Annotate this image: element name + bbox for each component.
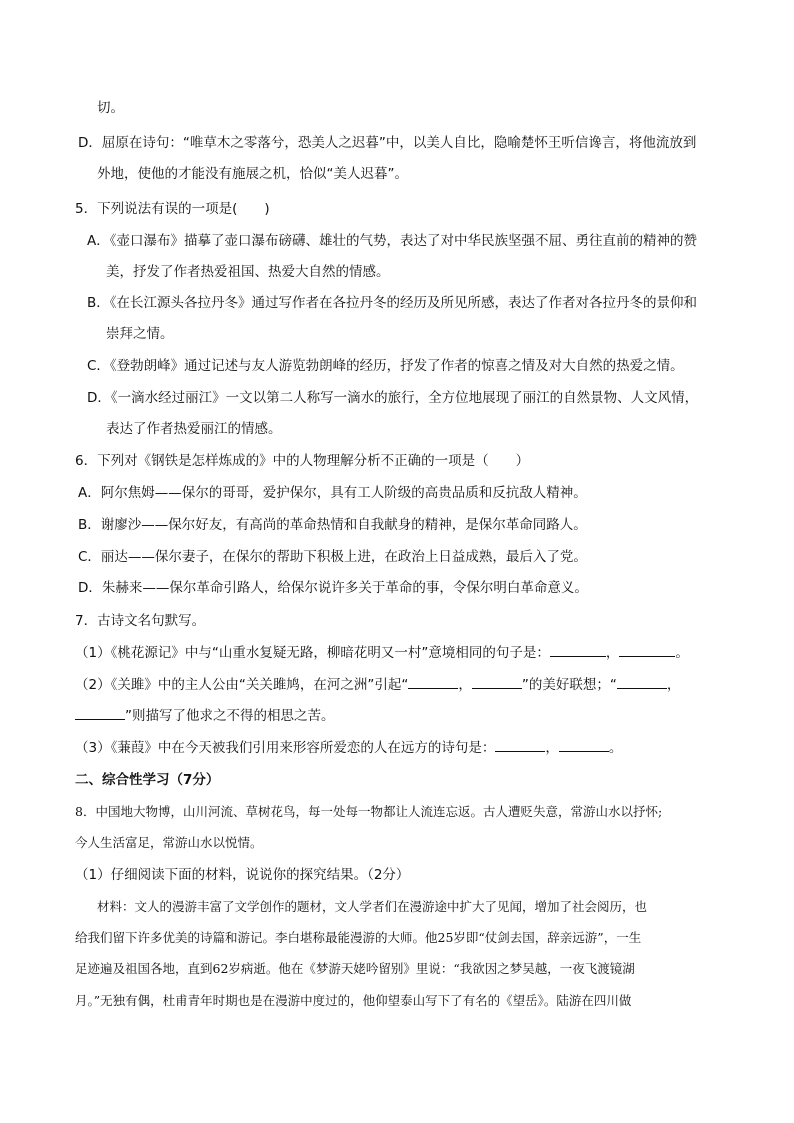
- q5-stem: 5．下列说法有误的一项是( ): [75, 201, 270, 217]
- q5-option-a-line2: 美，抒发了作者热爱祖国、热爱大自然的情感。: [106, 264, 390, 280]
- q7-p2-blank-1[interactable]: [408, 675, 458, 689]
- q7-p2-comma: ，: [458, 677, 472, 693]
- q7-part-1: [75, 643, 689, 663]
- q7-stem: 7．古诗文名句默写。: [75, 613, 206, 629]
- q6-option-d: D．朱赫来——保尔革命引路人，给保尔说许多关于革命的事，令保尔明白革命意义。: [78, 580, 588, 596]
- q5-option-d-line2: 表达了作者热爱丽江的情感。: [106, 421, 282, 437]
- q8-material-line1: 材料：文人的漫游丰富了文学创作的题材，文人学者们在漫游途中扩大了见闻，增加了社会阅历，也: [97, 899, 648, 914]
- q7-p2-blank-4[interactable]: [75, 706, 125, 720]
- q6-stem: 6．下列对《钢铁是怎样炼成的》中的人物理解分析不正确的一项是（ ）: [75, 453, 530, 469]
- q7-part-3: [75, 738, 622, 758]
- q8-material-line4: 月。”无独有偶，杜甫青年时期也是在漫游中度过的，他仰望泰山写下了有名的《望岳》。陆游在四川做: [75, 993, 632, 1008]
- q7-p2-comma2: ，: [666, 677, 681, 693]
- q8-material-line2: 给我们留下许多优美的诗篇和游记。李白堪称最能漫游的大师。他25岁即“仗剑去国，辞亲远游”，一生: [75, 930, 642, 945]
- q4-option-d-line1: D．屈原在诗句：“唯草木之零落兮，恐美人之迟暮”中，以美人自比，隐喻楚怀王听信谗言，将他流放到: [78, 135, 697, 151]
- q7-p2-text-a: （2）《关雎》中的主人公由“关关雎鸠，在河之洲”引起“: [75, 677, 409, 693]
- q7-p3-blank-1[interactable]: [495, 738, 545, 752]
- q7-p2-text-c: ”则描写了他求之不得的相思之苦。: [125, 708, 335, 724]
- q7-p1-blank-1[interactable]: [550, 643, 606, 657]
- q7-p1-comma: ，: [605, 645, 620, 661]
- q7-p1-text: （1）《桃花源记》中与“山重水复疑无路，柳暗花明又一村”意境相同的句子是：: [75, 645, 550, 661]
- q7-part-2-line1: [75, 675, 680, 695]
- q7-p1-end: 。: [675, 645, 689, 661]
- section-2-heading: 二、综合性学习（7分）: [75, 772, 220, 788]
- q7-p3-blank-2[interactable]: [559, 738, 609, 752]
- q8-material-line3: 足迹遍及祖国各地，直到62岁病逝。他在《梦游天姥吟留别》里说：“我欲因之梦吴越，一夜飞渡镜湖: [75, 961, 635, 976]
- q5-option-c: C．《登勃朗峰》通过记述与友人游览勃朗峰的经历，抒发了作者的惊喜之情及对大自然的热爱之情。: [87, 358, 684, 374]
- q4-option-c-continuation: 切。: [97, 100, 124, 116]
- q6-option-b: B．谢廖沙——保尔好友，有高尚的革命热情和自我献身的精神，是保尔革命同路人。: [78, 517, 587, 533]
- q7-p3-text: （3）《蒹葭》中在今天被我们引用来形容所爱恋的人在远方的诗句是：: [75, 740, 496, 756]
- q5-option-b-line2: 崇拜之情。: [106, 326, 174, 342]
- q5-option-b-line1: B．《在长江源头各拉丹冬》通过写作者在各拉丹冬的经历及所见所感，表达了作者对各拉丹冬的景仰和: [87, 295, 698, 311]
- q7-p3-comma: ，: [545, 740, 559, 756]
- q8-subquestion-1: （1）仔细阅读下面的材料，说说你的探究结果。（2分）: [75, 867, 410, 883]
- q8-intro-line2: 今人生活富足，常游山水以悦情。: [75, 835, 263, 850]
- q6-option-c: C．丽达——保尔妻子，在保尔的帮助下积极上进，在政治上日益成熟，最后入了党。: [78, 549, 587, 565]
- q5-option-a-line1: A．《壶口瀑布》描摹了壶口瀑布磅礴、雄壮的气势，表达了对中华民族坚强不屈、勇往直前的精神的赞: [87, 233, 697, 249]
- q8-intro-line1: 8．中国地大物博，山川河流、草树花鸟，每一处每一物都让人流连忘返。古人遭贬失意，常游山水以抒怀;: [75, 804, 663, 819]
- q4-option-d-line2: 外地，使他的才能没有施展之机，恰似“美人迟暮”。: [97, 166, 408, 182]
- q7-p2-text-b: ”的美好联想；“: [521, 677, 617, 693]
- q6-option-a: A．阿尔焦姆——保尔的哥哥，爱护保尔，具有工人阶级的高贵品质和反抗敌人精神。: [78, 485, 587, 501]
- q7-p2-blank-3[interactable]: [617, 675, 667, 689]
- q7-p1-blank-2[interactable]: [619, 643, 675, 657]
- q7-part-2-line2: [75, 706, 335, 726]
- q5-option-d-line1: D．《一滴水经过丽江》一文以第二人称写一滴水的旅行，全方位地展现了丽江的自然景物、人文风情，: [87, 390, 699, 406]
- q7-p3-end: 。: [608, 740, 623, 756]
- q7-p2-blank-2[interactable]: [472, 675, 522, 689]
